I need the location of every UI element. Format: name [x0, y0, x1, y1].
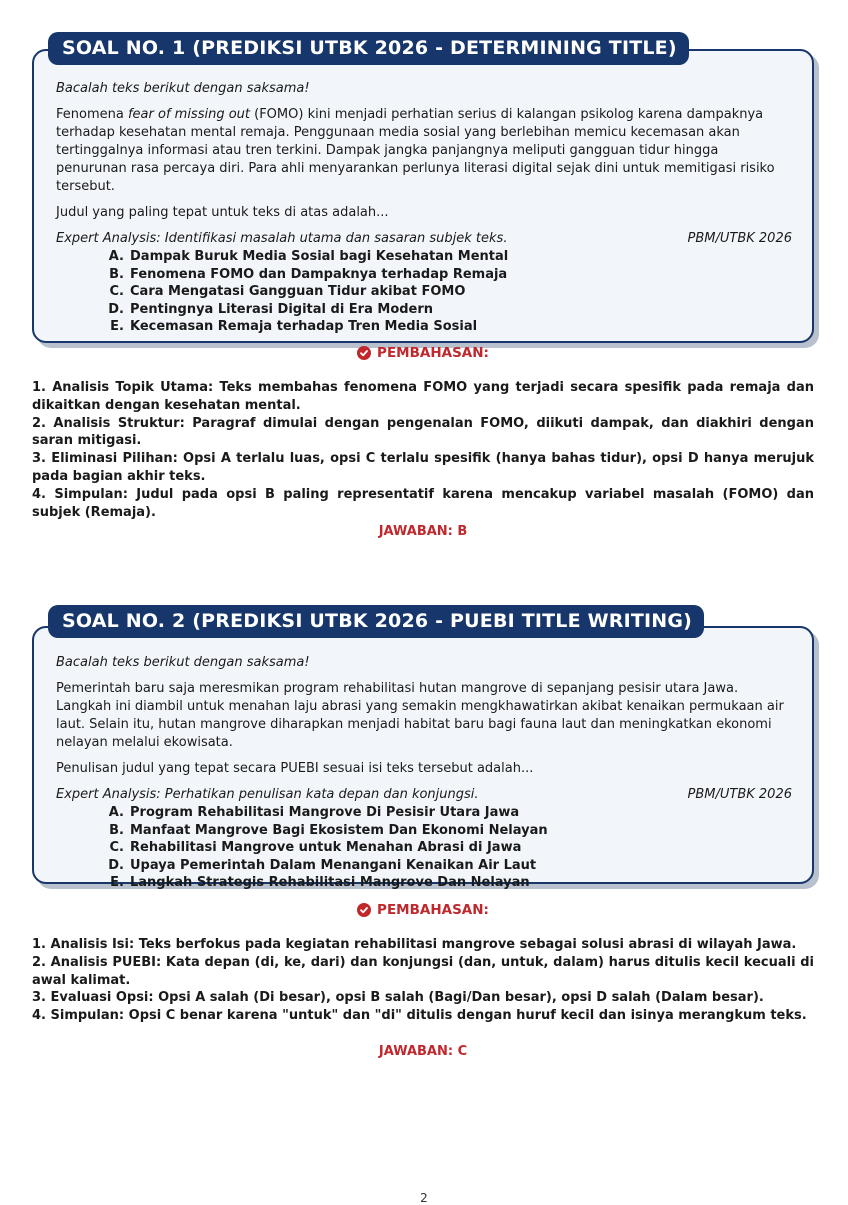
option-text: Pentingnya Literasi Digital di Era Modern: [130, 301, 434, 317]
option-d[interactable]: [56, 301, 792, 319]
option-letter: C.: [109, 840, 124, 856]
source-label: PBM/UTBK 2026: [687, 787, 792, 802]
passage-text: Pemerintah baru saja meresmikan program rehabilitasi hutan mangrove di sepanjang pesisir utara Jawa. Langkah ini diambil untuk menahan laju abrasi yang semakin mengkhawatirkan akibat kenaikan permukaan air laut. Selain itu, hutan mangrove diharapkan menjadi habitat baru bagi fauna laut dan meningkatkan ekonomi nelayan melalui ekowisata.: [56, 681, 784, 750]
option-text: Upaya Pemerintah Dalam Menangani Kenaikan Air Laut: [130, 857, 537, 873]
instruction: Bacalah teks berikut dengan saksama!: [56, 655, 310, 670]
analysis-point: 3. Evaluasi Opsi: Opsi A salah (Di besar), opsi B salah (Bagi/Dan besar), opsi D salah (Dalam besar).: [32, 990, 764, 1006]
analysis-point: 1. Analisis Topik Utama: Teks membahas fenomena FOMO yang terjadi secara spesifik pada remaja dan dikaitkan dengan kesehatan mental.: [32, 380, 814, 413]
passage-text: (FOMO) kini menjadi perhatian serius di kalangan psikolog karena dampaknya terhadap kesehatan mental remaja. Penggunaan media sosial yang berlebihan memicu kecemasan akan tertinggalnya informasi atau tren terkini. Dampak jangka panjangnya meliputi gangguan tidur hingga penurunan rasa percaya diri. Para ahli menyarankan perlunya literasi digital sejak dini untuk memitigasi risiko tersebut.: [56, 107, 775, 194]
passage: [56, 106, 792, 196]
option-letter: C.: [109, 284, 124, 300]
analysis-section: [32, 379, 814, 521]
question-prompt: Penulisan judul yang tepat secara PUEBI sesuai isi teks tersebut adalah...: [56, 761, 534, 776]
option-text: Manfaat Mangrove Bagi Ekosistem Dan Ekonomi Nelayan: [130, 822, 548, 838]
pembahasan-label: PEMBAHASAN:: [377, 902, 489, 918]
option-text: Kecemasan Remaja terhadap Tren Media Sosial: [130, 319, 478, 335]
option-text: Dampak Buruk Media Sosial bagi Kesehatan Mental: [130, 249, 509, 264]
source-label: PBM/UTBK 2026: [687, 231, 792, 246]
analysis-point: 1. Analisis Isi: Teks berfokus pada kegiatan rehabilitasi mangrove sebagai solusi abrasi di wilayah Jawa.: [32, 937, 797, 952]
option-a[interactable]: [56, 804, 792, 822]
expert-analysis: Expert Analysis: Identifikasi masalah utama dan sasaran subjek teks.: [56, 231, 508, 246]
option-c[interactable]: [56, 283, 792, 301]
pembahasan-header: [32, 901, 814, 919]
option-letter: D.: [108, 857, 124, 873]
option-letter: E.: [110, 875, 124, 891]
question-box: [32, 626, 814, 891]
option-text: Fenomena FOMO dan Dampaknya terhadap Remaja: [130, 266, 508, 282]
option-b[interactable]: [56, 822, 792, 840]
analysis-section: [32, 936, 814, 1025]
options-list: [56, 248, 792, 336]
question-title: SOAL NO. 1 (PREDIKSI UTBK 2026 - DETERMINING TITLE): [48, 32, 689, 65]
analysis-point: 2. Analisis Struktur: Paragraf dimulai dengan pengenalan FOMO, diikuti dampak, dan diakhiri dengan saran mitigasi.: [32, 415, 814, 449]
option-letter: A.: [108, 249, 124, 264]
option-letter: E.: [110, 319, 124, 335]
analysis-point: 4. Simpulan: Judul pada opsi B paling representatif karena mencakup variabel masalah (FOMO) dan subjek (Remaja).: [32, 486, 814, 520]
option-d[interactable]: [56, 857, 792, 875]
option-text: Program Rehabilitasi Mangrove Di Pesisir Utara Jawa: [130, 805, 520, 820]
passage-text: Fenomena: [56, 107, 128, 122]
option-c[interactable]: [56, 839, 792, 857]
option-letter: B.: [109, 266, 124, 282]
pembahasan-label: PEMBAHASAN:: [377, 345, 489, 361]
option-b[interactable]: [56, 266, 792, 284]
analysis-point: 2. Analisis PUEBI: Kata depan (di, ke, dari) dan konjungsi (dan, untuk, dalam) harus ditulis kecil kecuali di awal kalimat.: [32, 954, 814, 988]
option-a[interactable]: [56, 248, 792, 266]
option-text: Langkah Strategis Rehabilitasi Mangrove Dan Nelayan: [130, 875, 530, 891]
options-list: [56, 804, 792, 892]
meta-row: [56, 230, 792, 248]
analysis-point: 3. Eliminasi Pilihan: Opsi A terlalu luas, opsi C terlalu spesifik (hanya bahas tidur), opsi D hanya merujuk pada bagian akhir teks.: [32, 451, 814, 484]
question-prompt: Judul yang paling tepat untuk teks di atas adalah...: [56, 205, 389, 220]
question-box: [32, 49, 814, 343]
page-number: 2: [420, 1191, 428, 1205]
answer-label: JAWABAN: C: [378, 1044, 468, 1059]
option-letter: D.: [108, 301, 124, 317]
question-title: SOAL NO. 2 (PREDIKSI UTBK 2026 - PUEBI TITLE WRITING): [48, 605, 704, 638]
analysis-point: 4. Simpulan: Opsi C benar karena "untuk" dan "di" ditulis dengan huruf kecil dan isinya merangkum teks.: [32, 1008, 807, 1024]
expert-analysis: Expert Analysis: Perhatikan penulisan kata depan dan konjungsi.: [56, 787, 479, 802]
answer-label: JAWABAN: B: [378, 524, 468, 539]
option-letter: A.: [108, 805, 124, 820]
passage-emphasis: fear of missing out: [127, 107, 250, 122]
option-text: Cara Mengatasi Gangguan Tidur akibat FOMO: [130, 284, 466, 300]
option-text: Rehabilitasi Mangrove untuk Menahan Abrasi di Jawa: [130, 840, 522, 856]
check-circle-icon: [357, 903, 371, 917]
pembahasan-header: [32, 344, 814, 362]
check-circle-icon: [357, 346, 371, 360]
meta-row: [56, 786, 792, 804]
option-e[interactable]: [56, 318, 792, 336]
option-e[interactable]: [56, 874, 792, 892]
option-letter: B.: [109, 822, 124, 838]
passage: [56, 680, 792, 752]
instruction: Bacalah teks berikut dengan saksama!: [56, 81, 310, 96]
